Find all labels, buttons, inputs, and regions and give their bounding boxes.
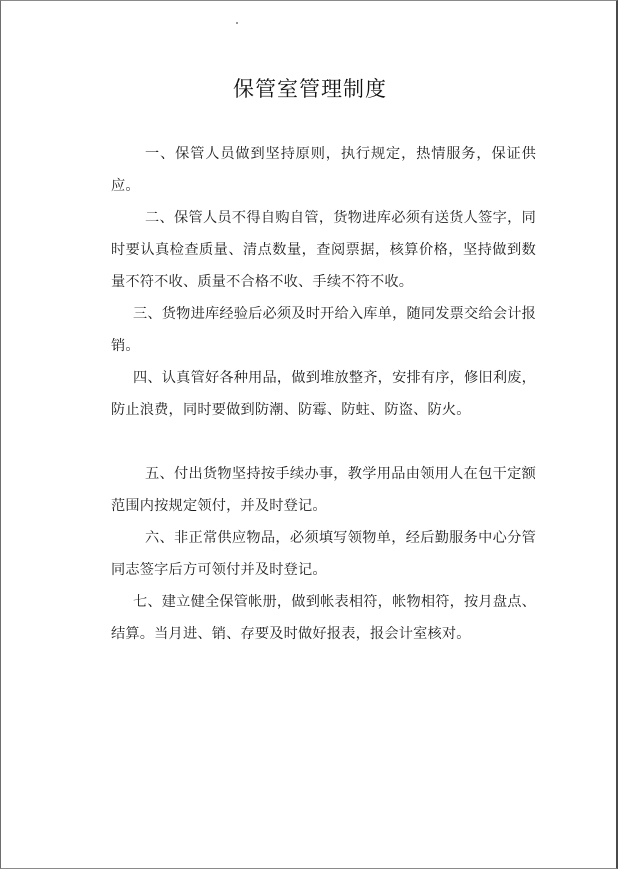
document-title: 保管室管理制度 <box>233 77 387 101</box>
clause-2: 二、保管人员不得自购自管，货物进库必须有送货人签字，同时要认真检查质量、清点数量，查阅票据，核算价格，坚持做到数量不符不收、质量不合格不收、手续不符不收。 <box>111 210 536 290</box>
clause-7: 七、建立健全保管帐册，做到帐表相符，帐物相符，按月盘点、结算。当月进、销、存要及时做好报表，报会计室核对。 <box>111 594 536 642</box>
clause-6: 六、非正常供应物品，必须填写领物单，经后勤服务中心分管同志签字后方可领付并及时登记。 <box>111 530 536 578</box>
clause-5: 五、付出货物坚持按手续办事，教学用品由领用人在包干定额范围内按规定领付，并及时登记。 <box>111 466 536 514</box>
scan-speck <box>236 22 238 24</box>
clause-3: 三、货物进库经验后必须及时开给入库单，随同发票交给会计报销。 <box>111 306 536 354</box>
clause-1: 一、保管人员做到坚持原则，执行规定，热情服务，保证供应。 <box>111 146 536 194</box>
clause-4: 四、认真管好各种用品，做到堆放整齐，安排有序，修旧利废，防止浪费，同时要做到防潮、防霉、防蛀、防盗、防火。 <box>111 370 536 418</box>
